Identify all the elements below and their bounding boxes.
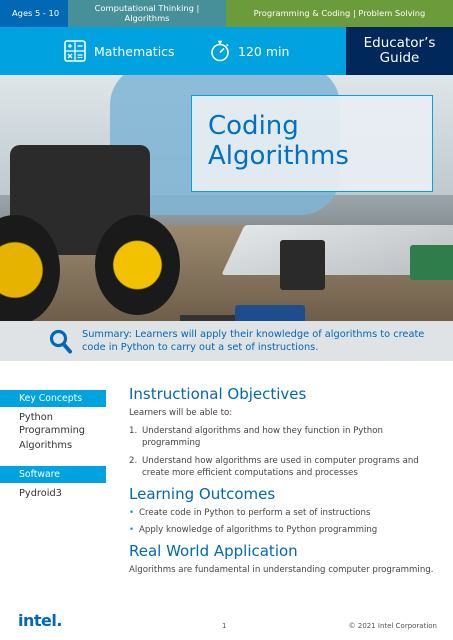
programming-tag: Programming & Coding | Problem Solving bbox=[226, 0, 453, 27]
bullet-icon: • bbox=[129, 508, 135, 519]
duration-text: 120 min bbox=[238, 43, 290, 59]
list-item: 2. Understand how algorithms are used in computer programs and create more efficient computations and processes bbox=[129, 456, 439, 480]
outcome-text: Apply knowledge of algorithms to Python programming bbox=[139, 525, 378, 536]
bullet-icon: • bbox=[129, 525, 135, 536]
list-item bbox=[129, 525, 439, 535]
objective-text: Understand how algorithms are used in computer programs and create more efficient computations and processes bbox=[142, 455, 419, 478]
outcomes-heading: Learning Outcomes bbox=[129, 485, 276, 504]
outcome-text: Create code in Python to perform a set of instructions bbox=[139, 508, 371, 519]
hero-circuit-board bbox=[235, 305, 305, 321]
objectives-heading: Instructional Objectives bbox=[129, 385, 307, 403]
application-heading: Real World Application bbox=[129, 542, 298, 561]
hero-circuit-board bbox=[410, 245, 453, 280]
objectives-intro: Learners will be able to: bbox=[129, 408, 233, 418]
title-line2: Algorithms bbox=[208, 140, 349, 171]
list-item: 1. Understand algorithms and how they function in Python programming bbox=[129, 426, 439, 450]
key-concept-item: Algorithms bbox=[19, 440, 73, 451]
title-line1: Coding bbox=[208, 111, 299, 141]
objective-text: Understand algorithms and how they function in Python programming bbox=[142, 426, 383, 448]
list-item bbox=[129, 508, 439, 518]
outcomes-list bbox=[129, 508, 439, 535]
stopwatch-icon bbox=[210, 40, 230, 62]
key-concept-item: Python Programming bbox=[19, 412, 86, 436]
educators-guide-badge bbox=[346, 27, 453, 75]
page-title bbox=[208, 112, 432, 171]
title-box bbox=[191, 95, 433, 192]
hero-sensor bbox=[280, 240, 325, 290]
summary-banner bbox=[0, 321, 453, 361]
subject-info bbox=[64, 27, 175, 75]
summary-text: Summary: Learners will apply their knowledge of algorithms to create code in Python to carry out a set of instructions. bbox=[82, 329, 425, 353]
guide-line2: Guide bbox=[379, 50, 420, 66]
subject-name: Mathematics bbox=[94, 43, 175, 59]
computational-thinking-tag: Computational Thinking | Algorithms bbox=[68, 0, 226, 27]
software-item: Pydroid3 bbox=[19, 488, 62, 499]
software-heading: Software bbox=[0, 466, 106, 483]
application-text: Algorithms are fundamental in understanding computer programming. bbox=[129, 565, 434, 576]
guide-line1: Educator’s bbox=[363, 34, 436, 51]
duration-info bbox=[210, 27, 289, 75]
copyright-text: © 2021 Intel Corporation bbox=[348, 622, 437, 630]
intel-logo: intel. bbox=[18, 611, 62, 630]
page-number: 1 bbox=[222, 622, 227, 630]
age-tag: Ages 5 - 10 bbox=[0, 0, 68, 27]
key-concepts-heading: Key Concepts bbox=[0, 390, 106, 407]
objectives-list bbox=[129, 426, 439, 479]
main-content bbox=[129, 385, 439, 575]
hero-robot-wheel bbox=[95, 215, 180, 315]
math-symbols-icon bbox=[64, 40, 86, 62]
tag-bar bbox=[0, 0, 453, 27]
magnifier-icon bbox=[49, 329, 73, 355]
